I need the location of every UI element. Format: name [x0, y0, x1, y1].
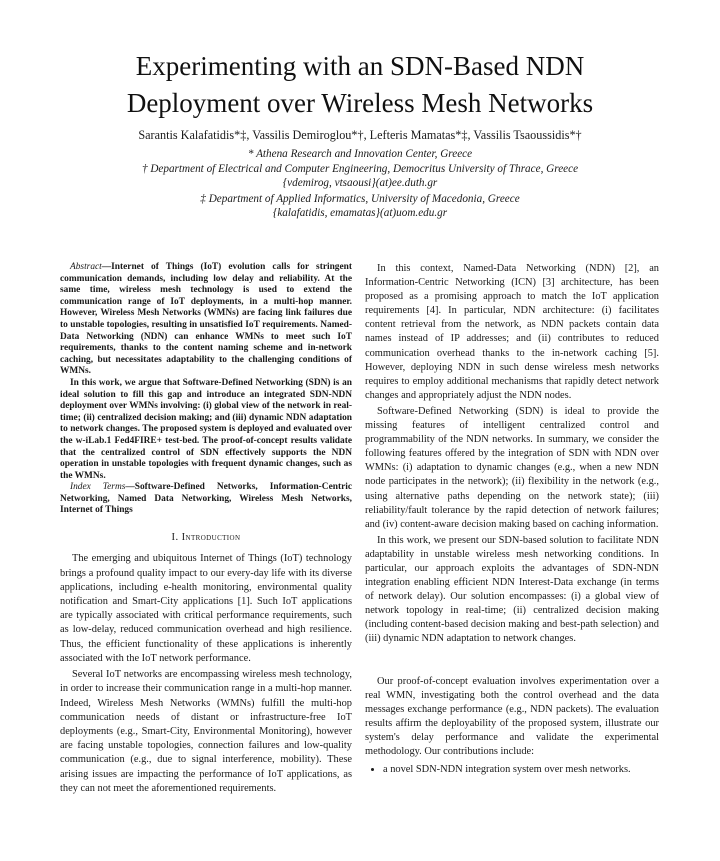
body-paragraph-evaluation: Our proof-of-concept evaluation involves experimentation over a real WMN, investigating both the control overhead and the data messages exchange performance (e.g., NDN packets). The evaluation results affirm the deployability of the proposed system, illustrate our system's delay performance and validate the experimental methodology. Our contributions include:: [365, 675, 659, 757]
index-terms: Index Terms—Software-Defined Networks, Information-Centric Networking, Named Data Networking, Wireless Mesh Networks, Internet of Things: [60, 482, 353, 516]
affiliation-athena: * Athena Research and Innovation Center, Greece: [247, 148, 473, 160]
index-terms-label: Index Terms: [70, 482, 126, 493]
list-item: • a novel SDN-NDN integration system over mesh networks.: [383, 763, 659, 777]
body-paragraph-this-work: In this work, we present our SDN-based solution to facilitate NDN adaptability in unstable wireless mesh networking conditions. In particular, our approach exploits the advantages of SDN-NDN integration enabling efficient NDN Interest-Data exchange (in terms of network delay). Our solution encompasses: (i) a global view of network topology in real-time; (ii) centralized decision making (including content-based decision making and best-path selection) and (iii) dynamic NDN adaptation to network changes.: [365, 534, 659, 645]
body-paragraph-ndn: In this context, Named-Data Networking (NDN) [2], an Information-Centric Networking (ICN) [3] architecture, has been proposed as a promising approach to match the IoT application requirements [4]. In particular, NDN architecture: (i) facilitates content retrieval from the network, as NDN packets contain data names instead of IP addresses; and (ii) contributes to reduced communication overhead thanks to the in-network caching [5]. However, deploying NDN in such dense wireless mesh networks requires to employ additional mechanisms that rapidly detect network changes and appropriately adjust the NDN nodes.: [365, 263, 659, 401]
body-paragraph-sdn: Software-Defined Networking (SDN) is ideal to provide the missing features of intelligent centralized control and programmability of the NDN networks. In summary, we consider the following features offered by the integration of SDN with NDN over WMNs: (i) adaptation to dynamic changes (e.g., when a new NDN node participates in the network); (ii) flexibility in the network (e.g., using alternative paths depending on the network state); (iii) reliability/fault tolerance by the rapid detection of network failures; and (iv) content-aware decision making based on caching information.: [365, 405, 659, 530]
title-line-2: Deployment over Wireless Mesh Networks: [126, 88, 594, 118]
affiliation-duth-emails: {vdemirog, vtsaousi}(at)ee.duth.gr: [282, 177, 438, 189]
author-list: Sarantis Kalafatidis*‡, Vassilis Demiroglou*†, Lefteris Mamatas*‡, Vassilis Tsaoussidis*†: [138, 128, 582, 142]
affiliation-uom: ‡ Department of Applied Informatics, University of Macedonia, Greece: [200, 193, 520, 205]
right-column: [365, 262, 659, 777]
affiliation-uom-emails: {kalafatidis, emamatas}(at)uom.edu.gr: [272, 207, 448, 219]
abstract: [60, 262, 352, 482]
column-gap: [365, 649, 659, 675]
intro-paragraph-1: The emerging and ubiquitous Internet of Things (IoT) technology brings a profound quality impact to our every-day life with its diverse applications, including e-health monitoring, environmental quality notification and Smart-City applications [1]. Such IoT applications are typically associated with critical performance requirements, such as low-delay, reduced communication overhead and high resilience. Thus, the efficient functionality of these applications is inherently associated with the IoT network performance.: [60, 553, 352, 664]
paper-title: [60, 48, 660, 122]
abstract-label: Abstract: [70, 262, 102, 272]
affiliation-duth: † Department of Electrical and Computer Engineering, Democritus University of Thrace, Greece: [141, 163, 579, 175]
title-line-1: Experimenting with an SDN-Based NDN: [135, 51, 585, 81]
abstract-paragraph-1: Abstract—Internet of Things (IoT) evolution calls for stringent communication demands, including low delay and reliability. At the same time, wireless mesh technology is used to extend the communication range of IoT deployments, in a multi-hop manner. However, Wireless Mesh Networks (WMNs) are facing link failures due to unstable topologies, resulting in unsatisfied IoT requirements. Named-Data Networking (NDN) can enhance WMNs to meet such IoT requirements, thanks to the content naming scheme and in-network caching, but necessitates adaptability to the challenging conditions of WMNs.: [60, 262, 352, 377]
contributions-list: [365, 763, 659, 777]
section-heading-introduction: I. Introduction: [171, 532, 241, 544]
intro-paragraph-2: Several IoT networks are encompassing wireless mesh technology, in order to increase their communication range in a multi-hop manner. Indeed, Wireless Mesh Networks (WMNs) fulfill the multi-hop communication needs of distant or infrastructure-free IoT deployments (e.g., Smart-City, Environmental Monitoring), however are facing unstable topologies, connection failures and low-quality communication (e.g., due to signal interference, mobility). These arising issues are impacting the performance of IoT applications, as they can not meet the aforementioned requirements.: [60, 669, 352, 794]
abstract-paragraph-2: In this work, we argue that Software-Defined Networking (SDN) is an ideal solution to fill this gap and introduce an integrated SDN-NDN deployment over WMNs involving: (i) global view of the network in real-time; (ii) centralized decision making; and (iii) dynamic NDN adaptation to network changes. The proposed system is deployed and evaluated over the w-iLab.1 Fed4FIRE+ test-bed. The proof-of-concept results validate that the centralized control of SDN effectively supports the NDN operation in unstable topologies with frequent dynamic changes, such as the WMNs.: [60, 377, 352, 481]
left-column: [60, 262, 352, 798]
